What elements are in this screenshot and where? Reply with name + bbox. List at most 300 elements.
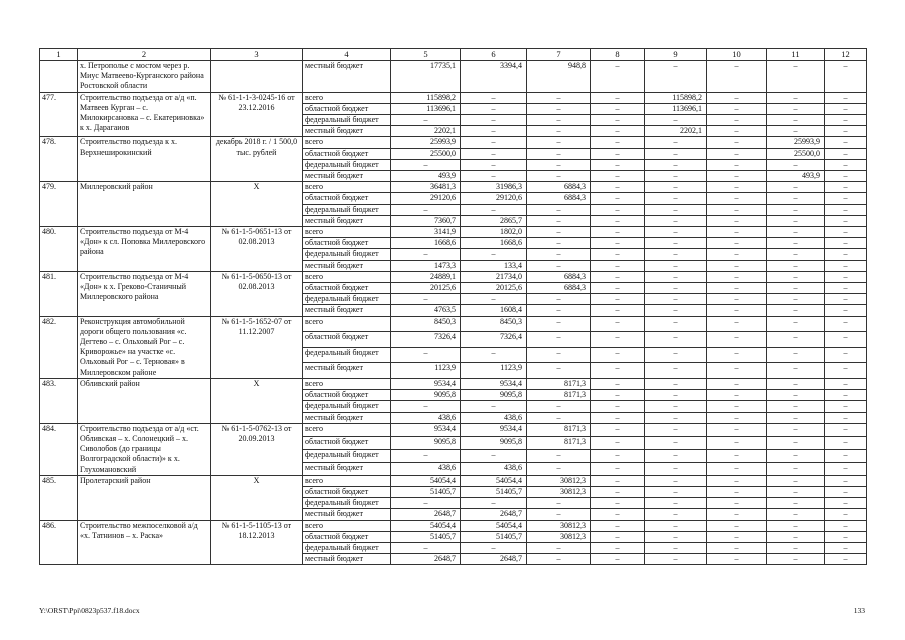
amount-cell: –: [527, 92, 591, 103]
object-name: Строительство подъезда от М-4 «Дон» к х. Греково-Станичный Миллеровского района: [78, 271, 211, 316]
item-number: 485.: [40, 475, 78, 520]
funding-source: федеральный бюджет: [303, 498, 391, 509]
amount-cell: –: [591, 115, 645, 126]
amount-cell: 438,6: [391, 412, 461, 423]
amount-cell: –: [591, 148, 645, 159]
amount-cell: 54054,4: [461, 520, 527, 531]
funding-source: всего: [303, 475, 391, 486]
funding-source: областной бюджет: [303, 486, 391, 497]
amount-cell: 115898,2: [645, 92, 707, 103]
amount-cell: –: [461, 159, 527, 170]
amount-cell: –: [767, 390, 825, 401]
amount-cell: –: [591, 215, 645, 226]
amount-cell: 6884,3: [527, 271, 591, 282]
amount-cell: 9534,4: [391, 378, 461, 389]
page-number: 133: [853, 606, 865, 615]
amount-cell: –: [645, 542, 707, 553]
amount-cell: –: [707, 271, 767, 282]
amount-cell: –: [767, 103, 825, 114]
amount-cell: –: [591, 486, 645, 497]
amount-cell: –: [825, 423, 867, 436]
amount-cell: –: [591, 347, 645, 363]
amount-cell: 1668,6: [461, 238, 527, 249]
amount-cell: –: [645, 182, 707, 193]
object-name: Строительство межпоселковой а/д «х. Татнинов – х. Раска»: [78, 520, 211, 565]
amount-cell: –: [825, 462, 867, 475]
amount-cell: 51405,7: [461, 486, 527, 497]
amount-cell: –: [591, 332, 645, 348]
amount-cell: –: [645, 283, 707, 294]
funding-source: местный бюджет: [303, 305, 391, 316]
amount-cell: –: [707, 159, 767, 170]
column-number-12: 12: [825, 49, 867, 61]
amount-cell: –: [527, 238, 591, 249]
amount-cell: –: [591, 554, 645, 565]
amount-cell: –: [767, 363, 825, 379]
amount-cell: –: [825, 103, 867, 114]
amount-cell: –: [591, 531, 645, 542]
amount-cell: –: [391, 204, 461, 215]
amount-cell: –: [461, 126, 527, 137]
amount-cell: 25993,9: [391, 137, 461, 148]
amount-cell: 8171,3: [527, 423, 591, 436]
amount-cell: –: [391, 347, 461, 363]
amount-cell: –: [591, 363, 645, 379]
amount-cell: –: [591, 462, 645, 475]
amount-cell: –: [825, 283, 867, 294]
amount-cell: –: [707, 462, 767, 475]
amount-cell: 1802,0: [461, 227, 527, 238]
funding-source: областной бюджет: [303, 193, 391, 204]
amount-cell: –: [767, 509, 825, 520]
funding-source: местный бюджет: [303, 171, 391, 182]
amount-cell: 30812,3: [527, 520, 591, 531]
amount-cell: –: [591, 238, 645, 249]
funding-source: федеральный бюджет: [303, 542, 391, 553]
amount-cell: –: [591, 542, 645, 553]
amount-cell: –: [391, 542, 461, 553]
amount-cell: –: [825, 449, 867, 462]
funding-source: местный бюджет: [303, 215, 391, 226]
funding-source: всего: [303, 227, 391, 238]
funding-source: федеральный бюджет: [303, 347, 391, 363]
amount-cell: –: [645, 115, 707, 126]
amount-cell: –: [591, 294, 645, 305]
amount-cell: –: [461, 171, 527, 182]
amount-cell: –: [645, 61, 707, 93]
amount-cell: –: [707, 204, 767, 215]
amount-cell: –: [707, 316, 767, 332]
amount-cell: –: [527, 554, 591, 565]
amount-cell: –: [707, 227, 767, 238]
amount-cell: –: [591, 378, 645, 389]
amount-cell: –: [825, 137, 867, 148]
table-row: [40, 61, 867, 93]
amount-cell: –: [591, 193, 645, 204]
amount-cell: –: [825, 520, 867, 531]
amount-cell: –: [461, 92, 527, 103]
amount-cell: –: [767, 498, 825, 509]
funding-source: федеральный бюджет: [303, 449, 391, 462]
amount-cell: –: [825, 401, 867, 412]
item-number: 479.: [40, 182, 78, 227]
amount-cell: –: [767, 249, 825, 260]
amount-cell: 9095,8: [391, 390, 461, 401]
amount-cell: –: [767, 115, 825, 126]
funding-source: всего: [303, 182, 391, 193]
item-number: 486.: [40, 520, 78, 565]
amount-cell: 54054,4: [461, 475, 527, 486]
amount-cell: –: [527, 542, 591, 553]
amount-cell: –: [825, 554, 867, 565]
amount-cell: –: [825, 347, 867, 363]
amount-cell: 438,6: [461, 462, 527, 475]
amount-cell: –: [825, 436, 867, 449]
amount-cell: –: [767, 283, 825, 294]
document-reference: декабрь 2018 г. / 1 500,0 тыс. рублей: [211, 137, 303, 182]
amount-cell: 1668,6: [391, 238, 461, 249]
column-number-row: [40, 49, 867, 61]
amount-cell: –: [591, 520, 645, 531]
amount-cell: –: [767, 449, 825, 462]
amount-cell: –: [461, 137, 527, 148]
amount-cell: –: [707, 193, 767, 204]
amount-cell: –: [767, 204, 825, 215]
amount-cell: –: [707, 238, 767, 249]
column-number-10: 10: [707, 49, 767, 61]
budget-table: [39, 48, 867, 565]
funding-source: всего: [303, 423, 391, 436]
column-number-1: 1: [40, 49, 78, 61]
amount-cell: 25500,0: [767, 148, 825, 159]
amount-cell: –: [707, 475, 767, 486]
amount-cell: –: [707, 260, 767, 271]
amount-cell: –: [527, 412, 591, 423]
amount-cell: 24889,1: [391, 271, 461, 282]
amount-cell: –: [645, 531, 707, 542]
amount-cell: –: [825, 227, 867, 238]
amount-cell: –: [527, 137, 591, 148]
amount-cell: –: [707, 436, 767, 449]
column-number-3: 3: [211, 49, 303, 61]
amount-cell: 8171,3: [527, 436, 591, 449]
amount-cell: –: [825, 249, 867, 260]
amount-cell: –: [645, 520, 707, 531]
amount-cell: –: [591, 92, 645, 103]
amount-cell: –: [527, 148, 591, 159]
amount-cell: –: [527, 215, 591, 226]
amount-cell: –: [825, 126, 867, 137]
amount-cell: –: [707, 103, 767, 114]
amount-cell: –: [825, 271, 867, 282]
document-reference: [211, 61, 303, 93]
amount-cell: –: [391, 249, 461, 260]
amount-cell: –: [707, 554, 767, 565]
amount-cell: –: [645, 347, 707, 363]
amount-cell: 8171,3: [527, 390, 591, 401]
funding-source: областной бюджет: [303, 531, 391, 542]
amount-cell: –: [591, 227, 645, 238]
amount-cell: –: [825, 332, 867, 348]
amount-cell: –: [707, 61, 767, 93]
item-number: 480.: [40, 227, 78, 272]
document-reference: Х: [211, 475, 303, 520]
amount-cell: 115898,2: [391, 92, 461, 103]
amount-cell: –: [707, 378, 767, 389]
amount-cell: 20125,6: [461, 283, 527, 294]
amount-cell: –: [645, 449, 707, 462]
amount-cell: –: [527, 305, 591, 316]
amount-cell: 1608,4: [461, 305, 527, 316]
amount-cell: –: [825, 316, 867, 332]
amount-cell: –: [825, 531, 867, 542]
amount-cell: –: [591, 423, 645, 436]
funding-source: местный бюджет: [303, 61, 391, 93]
amount-cell: –: [707, 412, 767, 423]
document-reference: № 61-1-5-1105-13 от 18.12.2013: [211, 520, 303, 565]
amount-cell: 51405,7: [391, 531, 461, 542]
amount-cell: –: [461, 401, 527, 412]
amount-cell: –: [707, 347, 767, 363]
amount-cell: –: [391, 498, 461, 509]
amount-cell: –: [645, 332, 707, 348]
amount-cell: –: [461, 449, 527, 462]
amount-cell: –: [825, 378, 867, 389]
amount-cell: –: [591, 390, 645, 401]
amount-cell: –: [767, 61, 825, 93]
amount-cell: 8171,3: [527, 378, 591, 389]
amount-cell: –: [767, 126, 825, 137]
amount-cell: –: [825, 238, 867, 249]
amount-cell: –: [767, 401, 825, 412]
amount-cell: –: [707, 486, 767, 497]
object-name: Обливский район: [78, 378, 211, 423]
amount-cell: –: [707, 215, 767, 226]
column-number-11: 11: [767, 49, 825, 61]
amount-cell: 31986,3: [461, 182, 527, 193]
amount-cell: –: [767, 554, 825, 565]
amount-cell: –: [825, 148, 867, 159]
amount-cell: –: [767, 412, 825, 423]
amount-cell: –: [707, 363, 767, 379]
amount-cell: 1123,9: [391, 363, 461, 379]
amount-cell: –: [825, 486, 867, 497]
amount-cell: –: [645, 305, 707, 316]
amount-cell: –: [645, 148, 707, 159]
amount-cell: 9095,8: [391, 436, 461, 449]
item-number: [40, 61, 78, 93]
amount-cell: –: [591, 436, 645, 449]
funding-source: областной бюджет: [303, 390, 391, 401]
amount-cell: –: [591, 249, 645, 260]
amount-cell: 7326,4: [391, 332, 461, 348]
amount-cell: –: [767, 227, 825, 238]
amount-cell: –: [645, 193, 707, 204]
funding-source: всего: [303, 137, 391, 148]
amount-cell: 3141,9: [391, 227, 461, 238]
amount-cell: –: [461, 103, 527, 114]
amount-cell: 17735,1: [391, 61, 461, 93]
amount-cell: –: [527, 171, 591, 182]
amount-cell: –: [645, 390, 707, 401]
amount-cell: –: [707, 423, 767, 436]
document-reference: № 61-1-5-0762-13 от 20.09.2013: [211, 423, 303, 475]
amount-cell: –: [527, 332, 591, 348]
amount-cell: –: [825, 215, 867, 226]
amount-cell: –: [645, 423, 707, 436]
amount-cell: –: [825, 390, 867, 401]
amount-cell: 1473,3: [391, 260, 461, 271]
amount-cell: –: [767, 271, 825, 282]
amount-cell: –: [707, 305, 767, 316]
table-row: [40, 378, 867, 389]
amount-cell: –: [825, 61, 867, 93]
item-number: 482.: [40, 316, 78, 378]
column-number-6: 6: [461, 49, 527, 61]
amount-cell: –: [825, 363, 867, 379]
amount-cell: 2648,7: [461, 509, 527, 520]
amount-cell: –: [591, 204, 645, 215]
amount-cell: –: [707, 126, 767, 137]
amount-cell: –: [527, 103, 591, 114]
amount-cell: 6884,3: [527, 182, 591, 193]
column-number-9: 9: [645, 49, 707, 61]
amount-cell: 8450,3: [391, 316, 461, 332]
amount-cell: –: [707, 520, 767, 531]
funding-source: местный бюджет: [303, 126, 391, 137]
amount-cell: –: [707, 294, 767, 305]
amount-cell: –: [767, 238, 825, 249]
amount-cell: –: [591, 126, 645, 137]
object-name: Строительство подъезда от а/д «п. Матвеев Курган – с. Милокирсановка – с. Екатериновка» к х. Дарагаиов: [78, 92, 211, 137]
amount-cell: 9534,4: [391, 423, 461, 436]
funding-source: всего: [303, 520, 391, 531]
amount-cell: –: [591, 498, 645, 509]
amount-cell: –: [825, 171, 867, 182]
amount-cell: –: [767, 462, 825, 475]
table-row: [40, 475, 867, 486]
document-reference: Х: [211, 378, 303, 423]
amount-cell: –: [767, 542, 825, 553]
amount-cell: 493,9: [391, 171, 461, 182]
amount-cell: 113696,1: [645, 103, 707, 114]
amount-cell: –: [591, 137, 645, 148]
amount-cell: –: [707, 390, 767, 401]
amount-cell: –: [645, 159, 707, 170]
amount-cell: 2648,7: [461, 554, 527, 565]
amount-cell: –: [707, 182, 767, 193]
amount-cell: –: [461, 347, 527, 363]
amount-cell: –: [645, 436, 707, 449]
amount-cell: –: [645, 137, 707, 148]
column-number-5: 5: [391, 49, 461, 61]
amount-cell: 25993,9: [767, 137, 825, 148]
amount-cell: –: [645, 412, 707, 423]
amount-cell: –: [461, 542, 527, 553]
amount-cell: –: [527, 249, 591, 260]
amount-cell: –: [645, 249, 707, 260]
amount-cell: –: [825, 294, 867, 305]
amount-cell: –: [707, 509, 767, 520]
amount-cell: –: [707, 498, 767, 509]
amount-cell: 51405,7: [461, 531, 527, 542]
amount-cell: –: [825, 542, 867, 553]
amount-cell: –: [527, 401, 591, 412]
item-number: 478.: [40, 137, 78, 182]
amount-cell: –: [591, 401, 645, 412]
amount-cell: –: [591, 305, 645, 316]
amount-cell: –: [767, 531, 825, 542]
funding-source: всего: [303, 378, 391, 389]
amount-cell: 7326,4: [461, 332, 527, 348]
document-reference: № 61-1-1-3-0245-16 от 23.12.2016: [211, 92, 303, 137]
amount-cell: –: [645, 227, 707, 238]
table-row: [40, 271, 867, 282]
amount-cell: –: [767, 305, 825, 316]
amount-cell: –: [591, 260, 645, 271]
amount-cell: –: [825, 115, 867, 126]
amount-cell: –: [707, 401, 767, 412]
table-row: [40, 423, 867, 436]
amount-cell: –: [707, 332, 767, 348]
amount-cell: –: [825, 92, 867, 103]
amount-cell: –: [527, 115, 591, 126]
funding-source: областной бюджет: [303, 238, 391, 249]
funding-source: местный бюджет: [303, 260, 391, 271]
amount-cell: –: [527, 260, 591, 271]
amount-cell: –: [591, 61, 645, 93]
object-name: Реконструкция автомобильной дороги общего пользования «с. Дегтево – с. Ольховый Рог – с. Криворожье» на участке «с. Ольховый Рог – с. Терновая» в Миллеровском районе: [78, 316, 211, 378]
amount-cell: 2648,7: [391, 509, 461, 520]
amount-cell: –: [591, 412, 645, 423]
column-number-8: 8: [591, 49, 645, 61]
amount-cell: –: [527, 462, 591, 475]
amount-cell: –: [825, 204, 867, 215]
object-name: Строительство подъезда от М-4 «Дон» к сл. Поповка Миллеровского района: [78, 227, 211, 272]
amount-cell: –: [391, 401, 461, 412]
amount-cell: –: [645, 363, 707, 379]
amount-cell: 25500,0: [391, 148, 461, 159]
amount-cell: –: [645, 498, 707, 509]
amount-cell: –: [767, 294, 825, 305]
item-number: 483.: [40, 378, 78, 423]
amount-cell: –: [825, 305, 867, 316]
funding-source: федеральный бюджет: [303, 159, 391, 170]
amount-cell: –: [645, 271, 707, 282]
amount-cell: –: [767, 316, 825, 332]
amount-cell: –: [707, 542, 767, 553]
amount-cell: –: [825, 182, 867, 193]
funding-source: федеральный бюджет: [303, 249, 391, 260]
funding-source: местный бюджет: [303, 363, 391, 379]
amount-cell: –: [461, 498, 527, 509]
amount-cell: –: [527, 498, 591, 509]
amount-cell: –: [591, 159, 645, 170]
amount-cell: 36481,3: [391, 182, 461, 193]
amount-cell: –: [825, 509, 867, 520]
amount-cell: 29120,6: [461, 193, 527, 204]
amount-cell: –: [461, 204, 527, 215]
file-path: Y:\ORST\Ppi\0823p537.f18.docx: [39, 606, 140, 615]
amount-cell: –: [527, 126, 591, 137]
column-number-2: 2: [78, 49, 211, 61]
amount-cell: 113696,1: [391, 103, 461, 114]
table-row: [40, 520, 867, 531]
funding-source: федеральный бюджет: [303, 115, 391, 126]
amount-cell: –: [767, 436, 825, 449]
amount-cell: –: [591, 449, 645, 462]
amount-cell: –: [591, 475, 645, 486]
